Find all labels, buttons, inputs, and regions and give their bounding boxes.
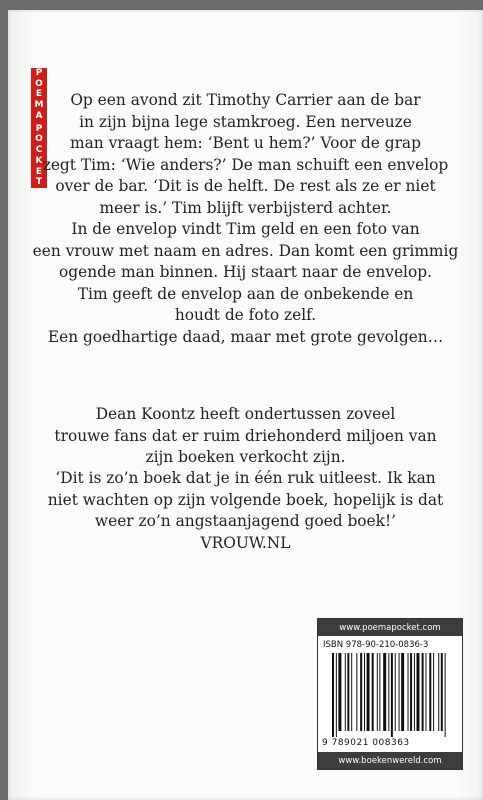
review-quote [8,468,483,554]
author-paragraph [8,404,483,469]
logo-letter: A [35,110,43,121]
author-line: zijn boeken verkocht zijn. [145,448,346,466]
blurb-line: In de envelop vindt Tim geld en een foto van [71,220,420,238]
blurb-line: Een goedhartige daad, maar met grote gevolgen… [47,327,444,346]
author-line: trouwe fans dat er ruim driehonderd miljoen van [54,426,437,445]
logo-letter: P [35,67,43,78]
logo-letter: E [35,89,43,100]
barcode-digits: 9 789021 008363 [322,738,410,748]
cover-page [8,10,483,800]
logo-letter: O [35,78,43,89]
blurb-line: een vrouw met naam en adres. Dan komt een grimmig [32,241,459,260]
blurb-line: zegt Tim: ‘Wie anders?’ De man schuift een envelop [42,155,449,174]
review-source: VROUW.NL [200,533,291,552]
blurb-line: man vraagt hem: ‘Bent u hem?’ Voor de grap [70,134,421,152]
barcode-box [317,618,463,770]
isbn-number: ISBN 978-90-210-0836-3 [323,640,429,650]
logo-letter: C [35,145,43,156]
blurb-line: meer is.’ Tim blijft verbijsterd achter. [99,198,392,217]
blurb-line: over de bar. ‘Dit is de helft. De rest als ze er niet [55,177,436,195]
author-line: Dean Koontz heeft ondertussen zoveel [95,405,396,423]
review-line: niet wachten op zijn volgende boek, hopelijk is dat [47,490,444,509]
blurb-line: ogende man binnen. Hij staart naar de envelop. [59,263,432,281]
blurb-paragraph [8,90,483,348]
publisher-url: www.poemapocket.com [318,619,462,636]
blurb-line: houdt de foto zelf. [174,306,317,324]
bookstore-url: www.boekenwereld.com [318,752,462,769]
review-line: weer zo’n angstaanjagend goed boek!’ [94,512,397,530]
logo-letter: M [34,100,44,111]
logo-letter: P [35,123,43,134]
blurb-line: Tim geeft de envelop aan de onbekende en [77,284,414,303]
review-line: ‘Dit is zo’n boek dat je in één ruk uitleest. Ik kan [55,469,436,487]
barcode-bars [332,653,456,737]
blurb-line: in zijn bijna lege stamkroeg. Een nerveuze [79,112,412,131]
logo-letter: K [35,155,43,166]
blurb-line: Op een avond zit Timothy Carrier aan de bar [70,91,421,109]
logo-letter: O [35,134,43,145]
logo-letter: T [35,177,43,188]
logo-letter: E [35,166,43,177]
